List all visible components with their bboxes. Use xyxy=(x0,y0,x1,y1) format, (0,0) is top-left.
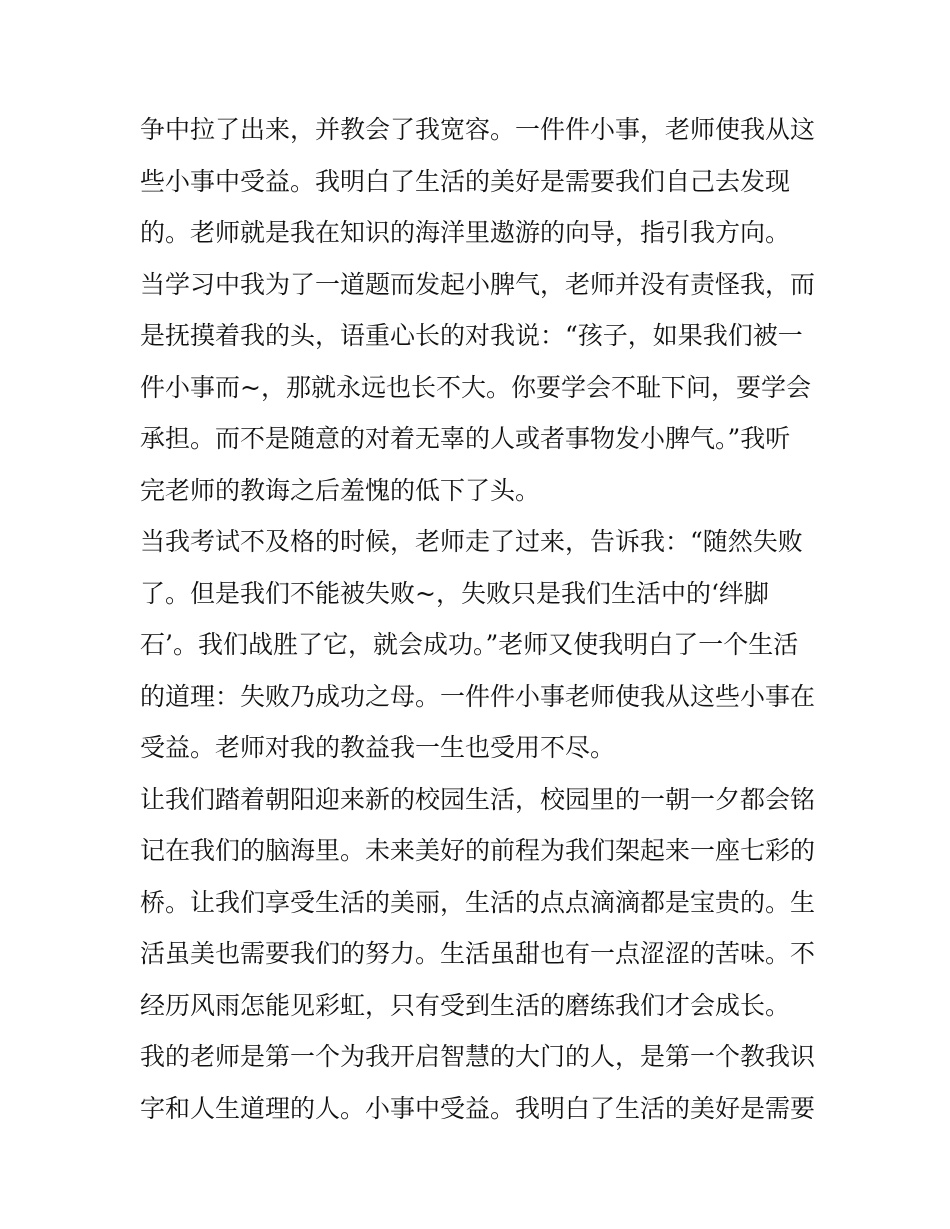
text-line: 争中拉了出来，并教会了我宽容。一件件小事，老师使我从这 xyxy=(140,115,816,144)
text-line: 的道理：失败乃成功之母。一件件小事老师使我从这些小事在 xyxy=(140,681,816,711)
text-line: 是抚摸着我的头，语重心长的对我说：“孩子，如果我们被一 xyxy=(140,321,803,350)
text-line: 经历风雨怎能见彩虹，只有受到生活的磨练我们才会成长。 xyxy=(140,990,791,1020)
text-line: 的。老师就是我在知识的海洋里遨游的向导，指引我方向。 xyxy=(140,218,791,247)
text-line: 当我考试不及格的时候，老师走了过来，告诉我：“随然失败 xyxy=(140,527,803,556)
text-line: 当学习中我为了一道题而发起小脾气，老师并没有责怪我，而 xyxy=(140,269,816,299)
document-body xyxy=(140,104,830,1134)
text-line: 记在我们的脑海里。未来美好的前程为我们架起来一座七彩的 xyxy=(140,836,816,865)
text-line: 字和人生道理的人。小事中受益。我明白了生活的美好是需要 xyxy=(140,1093,816,1123)
text-line: 石’。我们战胜了它，就会成功。”老师又使我明白了一个生活 xyxy=(140,630,799,659)
text-line: 完老师的教诲之后羞愧的低下了头。 xyxy=(140,475,541,505)
text-line: 让我们踏着朝阳迎来新的校园生活，校园里的一朝一夕都会铭 xyxy=(140,784,816,814)
text-line: 件小事而~，那就永远也长不大。你要学会不耻下问，要学会 xyxy=(140,372,811,402)
text-line: 承担。而不是随意的对着无辜的人或者事物发小脾气。”我听 xyxy=(140,424,791,453)
text-line: 些小事中受益。我明白了生活的美好是需要我们自己去发现 xyxy=(140,166,791,196)
text-line: 我的老师是第一个为我开启智慧的大门的人，是第一个教我识 xyxy=(140,1042,816,1071)
text-line: 活虽美也需要我们的努力。生活虽甜也有一点涩涩的苦味。不 xyxy=(140,939,816,968)
text-line: 了。但是我们不能被失败~，失败只是我们生活中的‘绊脚 xyxy=(140,578,769,608)
text-line: 桥。让我们享受生活的美丽，生活的点点滴滴都是宝贵的。生 xyxy=(140,887,816,917)
text-line: 受益。老师对我的教益我一生也受用不尽。 xyxy=(140,733,616,762)
